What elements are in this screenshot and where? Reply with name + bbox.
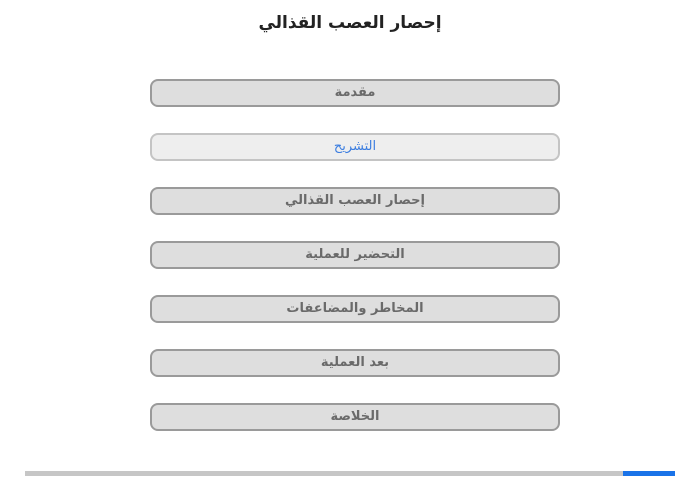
navigation-menu xyxy=(150,79,560,457)
menu-item-nerve-block[interactable]: إحصار العصب القذالي xyxy=(150,187,560,215)
progress-bar-fill xyxy=(623,471,675,476)
menu-item-risks[interactable]: المخاطر والمضاعفات xyxy=(150,295,560,323)
menu-item-introduction[interactable]: مقدمة xyxy=(150,79,560,107)
menu-item-preparation[interactable]: التحضير للعملية xyxy=(150,241,560,269)
page-title: إحصار العصب القذالي xyxy=(258,13,442,33)
progress-bar xyxy=(25,471,675,476)
menu-item-after-procedure[interactable]: بعد العملية xyxy=(150,349,560,377)
menu-item-anatomy[interactable]: التشريح xyxy=(150,133,560,161)
menu-item-summary[interactable]: الخلاصة xyxy=(150,403,560,431)
